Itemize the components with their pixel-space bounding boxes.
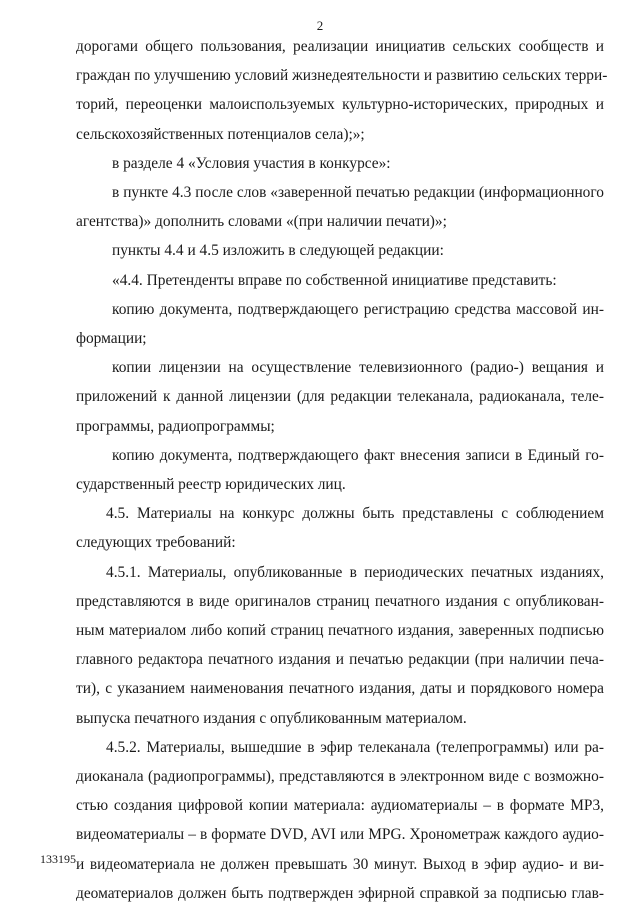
text-line: и видеоматериала не должен превышать 30 минут. Выход в эфир аудио- и ви- (76, 855, 604, 873)
text-line: граждан по улучшению условий жизнедеятельности и развитию сельских терри- (76, 67, 608, 85)
text-line: формации; (76, 330, 147, 348)
text-line: представляются в виде оригиналов страниц печатного издания с опубликован- (76, 592, 604, 610)
text-line: копии лицензии на осуществление телевизионного (радио-) вещания и (112, 359, 604, 377)
text-line: выпуска печатного издания с опубликованным материалом. (76, 709, 467, 727)
text-line: стью создания цифровой копии материала: аудиоматериалы – в формате МР3, (76, 797, 604, 815)
text-line: ным материалом либо копий страниц печатного издания, заверенных подписью (76, 622, 604, 640)
text-line: деоматериалов должен быть подтвержден эфирной справкой за подписью глав- (76, 884, 604, 902)
text-line: ти), с указанием наименования печатного издания, даты и порядкового номера (76, 680, 604, 698)
document-body (76, 32, 608, 908)
document-code: 133195 (40, 852, 76, 866)
text-line: 4.5.1. Материалы, опубликованные в периодических печатных изданиях, (106, 563, 604, 581)
text-line: копию документа, подтверждающего факт внесения записи в Единый го- (112, 446, 604, 464)
text-line: программы, радиопрограммы; (76, 417, 275, 435)
text-line: агентства)» дополнить словами «(при наличии печати)»; (76, 213, 447, 231)
text-line: торий, переоценки малоиспользуемых культурно-исторических, природных и (76, 96, 604, 114)
text-line: 4.5. Материалы на конкурс должны быть представлены с соблюдением (106, 505, 604, 523)
text-line: сударственный реестр юридических лиц. (76, 476, 346, 494)
text-line: копию документа, подтверждающего регистрацию средства массовой ин- (112, 300, 604, 318)
text-line: в разделе 4 «Условия участия в конкурсе»: (112, 154, 391, 172)
text-line: «4.4. Претенденты вправе по собственной инициативе представить: (112, 271, 557, 289)
page-number: 2 (316, 18, 324, 33)
text-line: в пункте 4.3 после слов «заверенной печатью редакции (информационного (112, 184, 604, 202)
text-line: диоканала (радиопрограммы), представляются в электронном виде с возможно- (76, 768, 604, 786)
text-line: приложений к данной лицензии (для редакции телеканала, радиоканала, теле- (76, 388, 604, 406)
text-line: дорогами общего пользования, реализации инициатив сельских сообществ и (76, 38, 604, 55)
text-line: видеоматериалы – в формате DVD, AVI или MPG. Хронометраж каждого аудио- (76, 826, 604, 844)
text-line: 4.5.2. Материалы, вышедшие в эфир телеканала (телепрограммы) или ра- (106, 738, 604, 756)
text-line: следующих требований: (76, 534, 236, 552)
text-line: сельскохозяйственных потенциалов села);»; (76, 125, 365, 143)
text-line: пункты 4.4 и 4.5 изложить в следующей редакции: (112, 242, 444, 260)
text-line: главного редактора печатного издания и печатью редакции (при наличии печа- (76, 651, 604, 669)
